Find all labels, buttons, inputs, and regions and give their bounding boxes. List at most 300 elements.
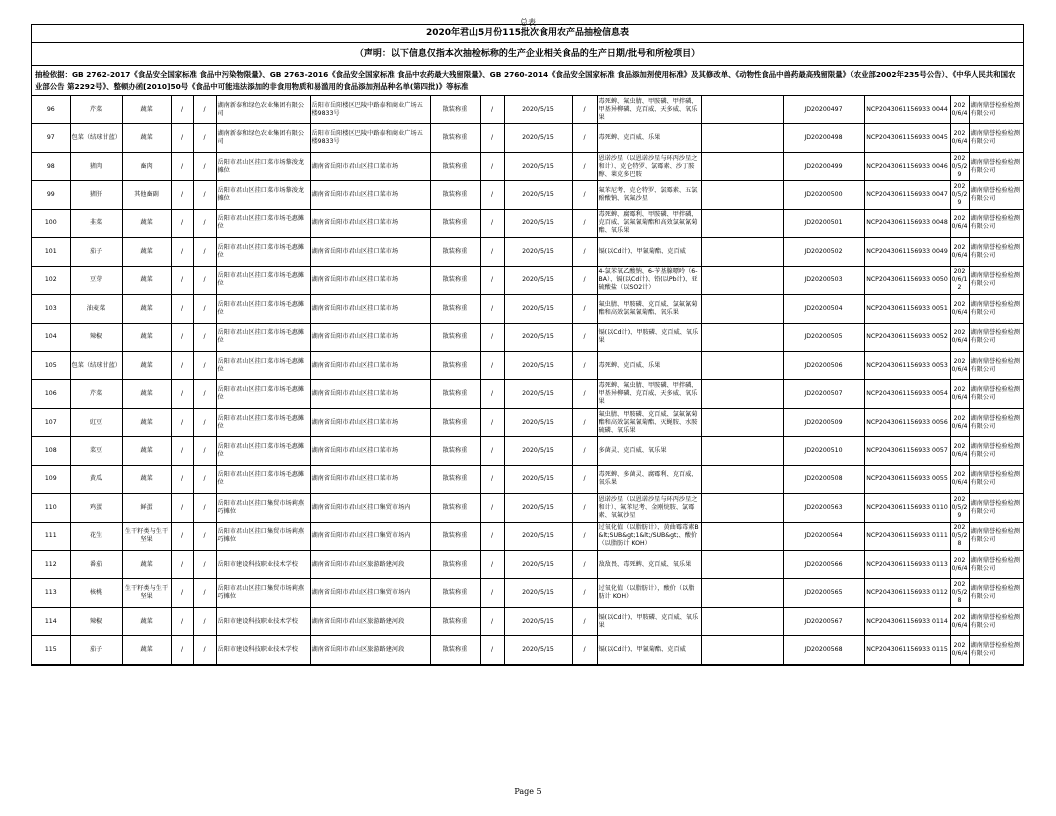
product-category: 蔬菜: [122, 295, 171, 323]
product-category: 蔬菜: [122, 124, 171, 152]
inspection-basis: 抽检依据：GB 2762-2017《食品安全国家标准 食品中污染物限量》、GB 2763-2016《食品安全国家标准 食品中农药最大残留限量》、GB 2760-2014《食品安全国家标准 食品添加剂使用标准》及其修改单、《动物性食品中兽药最高残留限量》（农业部2002年235号公告）、《中华人民共和国农业部公告 第2292号》、整顿办函[2010]50号《食品中可能违法添加的非食用物质和易滥用的食品添加剂品种名单(第四批)》等标准: [32, 66, 1023, 96]
production-date: 2020/5/15: [504, 351, 572, 379]
specification: /: [171, 551, 193, 579]
blank-mark: /: [572, 437, 597, 465]
table-row: [32, 408, 1023, 436]
row-number: 109: [32, 465, 70, 493]
producer: 湖南新泰和绿色农业集团有限公司: [216, 96, 310, 124]
blank-cell: [701, 152, 783, 180]
report-date: 2020/6/4: [950, 607, 969, 635]
report-number: NCP2043061156933 0047: [864, 181, 950, 209]
row-number: 111: [32, 522, 70, 550]
packaging: 散装称重: [430, 607, 480, 635]
test-items: 过氧化值（以脂肪计）、黄曲霉毒素B&lt;SUB&gt;1&lt;/SUB&gt;、酸价（以脂肪计 KOH）: [597, 522, 701, 550]
blank-cell: [701, 323, 783, 351]
production-date: 2020/5/15: [504, 323, 572, 351]
producer: 岳阳市君山区挂口菜市场毛惠摊位: [216, 323, 310, 351]
brand: /: [193, 351, 216, 379]
testing-agency: 湖南鼎誉检验检测有限公司: [969, 522, 1023, 550]
production-date: 2020/5/15: [504, 266, 572, 294]
report-date: 2020/6/4: [950, 323, 969, 351]
table-row: [32, 124, 1023, 152]
production-date: 2020/5/15: [504, 152, 572, 180]
production-date: 2020/5/15: [504, 437, 572, 465]
product-name: 芹菜: [70, 380, 122, 408]
producer: 岳阳市君山区挂口集贸市场莉燕巧摊位: [216, 522, 310, 550]
product-name: 猪肝: [70, 181, 122, 209]
specification: /: [171, 295, 193, 323]
producer: 湖南新泰和绿色农业集团有限公司: [216, 124, 310, 152]
table-row: [32, 96, 1023, 124]
specification: /: [171, 238, 193, 266]
packaging: 散装称重: [430, 408, 480, 436]
specification: /: [171, 266, 193, 294]
specification: /: [171, 636, 193, 664]
producer-address: 湖南省岳阳市君山区挂口菜市场: [310, 408, 430, 436]
testing-agency: 湖南鼎誉检验检测有限公司: [969, 437, 1023, 465]
production-date: 2020/5/15: [504, 209, 572, 237]
report-date: 2020/5/28: [950, 522, 969, 550]
brand: /: [193, 96, 216, 124]
specification: /: [171, 607, 193, 635]
brand: /: [193, 295, 216, 323]
test-items: 毒死蜱、克百威、乐果: [597, 124, 701, 152]
product-category: 蔬菜: [122, 465, 171, 493]
blank-cell: [701, 494, 783, 522]
batch: /: [480, 152, 504, 180]
product-name: 黄瓜: [70, 465, 122, 493]
producer-address: 湖南省岳阳市君山区挂口集贸市场内: [310, 522, 430, 550]
document-frame: [31, 24, 1024, 666]
testing-agency: 湖南鼎誉检验检测有限公司: [969, 152, 1023, 180]
batch: /: [480, 266, 504, 294]
blank-cell: [701, 181, 783, 209]
row-number: 106: [32, 380, 70, 408]
sample-id: JD20200563: [783, 494, 864, 522]
producer: 岳阳市君山区挂口菜市场毛惠摊位: [216, 437, 310, 465]
blank-mark: /: [572, 607, 597, 635]
declaration: （声明：以下信息仅指本次抽检标称的生产企业相关食品的生产日期/批号和所检项目）: [32, 43, 1023, 66]
packaging: 散装称重: [430, 551, 480, 579]
product-category: 畜肉: [122, 152, 171, 180]
product-category: 蔬菜: [122, 551, 171, 579]
batch: /: [480, 323, 504, 351]
test-items: 多菌灵、克百威、氧乐果: [597, 437, 701, 465]
testing-agency: 湖南鼎誉检验检测有限公司: [969, 408, 1023, 436]
packaging: 散装称重: [430, 380, 480, 408]
packaging: 散装称重: [430, 209, 480, 237]
test-items: 氟虫腈、甲胺磷、克百威、氯氟氰菊酯和高效氯氟氰菊酯、氧乐果: [597, 295, 701, 323]
product-name: 茄子: [70, 636, 122, 664]
brand: /: [193, 266, 216, 294]
row-number: 110: [32, 494, 70, 522]
table-row: [32, 522, 1023, 550]
brand: /: [193, 238, 216, 266]
producer-address: 湖南省岳阳市君山区挂口菜市场: [310, 266, 430, 294]
row-number: 105: [32, 351, 70, 379]
product-category: 生干籽类与生干坚果: [122, 579, 171, 607]
report-date: 2020/6/4: [950, 96, 969, 124]
product-name: 辣椒: [70, 323, 122, 351]
report-date: 2020/6/4: [950, 636, 969, 664]
row-number: 107: [32, 408, 70, 436]
producer: 岳阳市君山区挂口菜市场毛惠摊位: [216, 465, 310, 493]
table-row: [32, 494, 1023, 522]
brand: /: [193, 579, 216, 607]
blank-mark: /: [572, 181, 597, 209]
report-number: NCP2043061156933 0111: [864, 522, 950, 550]
product-name: 辣椒: [70, 607, 122, 635]
test-items: 毒死蜱、克百威、乐果: [597, 351, 701, 379]
testing-agency: 湖南鼎誉检验检测有限公司: [969, 323, 1023, 351]
report-number: NCP2043061156933 0049: [864, 238, 950, 266]
document-title: 2020年君山5月份115批次食用农产品抽检信息表: [32, 25, 1023, 43]
brand: /: [193, 494, 216, 522]
product-category: 鲜蛋: [122, 494, 171, 522]
blank-cell: [701, 607, 783, 635]
sample-id: JD20200564: [783, 522, 864, 550]
product-name: 包菜（结球甘蓝）: [70, 351, 122, 379]
blank-mark: /: [572, 238, 597, 266]
producer-address: 湖南省岳阳市君山区旅游路建河段: [310, 607, 430, 635]
table-row: [32, 607, 1023, 635]
product-category: 生干籽类与生干坚果: [122, 522, 171, 550]
production-date: 2020/5/15: [504, 181, 572, 209]
production-date: 2020/5/15: [504, 96, 572, 124]
producer: 岳阳市建设科技职业技术学校: [216, 636, 310, 664]
table-row: [32, 238, 1023, 266]
row-number: 98: [32, 152, 70, 180]
blank-mark: /: [572, 266, 597, 294]
sample-id: JD20200507: [783, 380, 864, 408]
test-items: 毒死蜱、腐霉利、甲胺磷、甲拌磷、克百威、氯氟氰菊酯和高效氯氟氰菊酯、氧乐果: [597, 209, 701, 237]
blank-cell: [701, 124, 783, 152]
production-date: 2020/5/15: [504, 295, 572, 323]
packaging: 散装称重: [430, 96, 480, 124]
report-date: 2020/5/28: [950, 579, 969, 607]
row-number: 96: [32, 96, 70, 124]
brand: /: [193, 607, 216, 635]
brand: /: [193, 181, 216, 209]
blank-mark: /: [572, 636, 597, 664]
sample-id: JD20200499: [783, 152, 864, 180]
blank-cell: [701, 295, 783, 323]
specification: /: [171, 494, 193, 522]
product-name: 鸡蛋: [70, 494, 122, 522]
producer-address: 湖南省岳阳市君山区挂口菜市场: [310, 295, 430, 323]
report-number: NCP2043061156933 0114: [864, 607, 950, 635]
brand: /: [193, 465, 216, 493]
blank-cell: [701, 636, 783, 664]
sample-id: JD20200566: [783, 551, 864, 579]
blank-cell: [701, 437, 783, 465]
blank-cell: [701, 96, 783, 124]
sample-id: JD20200567: [783, 607, 864, 635]
blank-mark: /: [572, 295, 597, 323]
producer-address: 湖南省岳阳市君山区旅游路建河段: [310, 551, 430, 579]
batch: /: [480, 494, 504, 522]
specification: /: [171, 579, 193, 607]
packaging: 散装称重: [430, 465, 480, 493]
sample-id: JD20200497: [783, 96, 864, 124]
batch: /: [480, 465, 504, 493]
product-category: 蔬菜: [122, 323, 171, 351]
report-number: NCP2043061156933 0046: [864, 152, 950, 180]
producer-address: 湖南省岳阳市君山区挂口菜市场: [310, 380, 430, 408]
test-items: 镉(以Cd计)、甲胺磷、克百威、氧乐果: [597, 607, 701, 635]
table-row: [32, 323, 1023, 351]
row-number: 113: [32, 579, 70, 607]
row-number: 108: [32, 437, 70, 465]
sample-id: JD20200505: [783, 323, 864, 351]
brand: /: [193, 124, 216, 152]
row-number: 112: [32, 551, 70, 579]
table-row: [32, 579, 1023, 607]
producer-address: 湖南省岳阳市君山区挂口菜市场: [310, 437, 430, 465]
row-number: 114: [32, 607, 70, 635]
specification: /: [171, 209, 193, 237]
production-date: 2020/5/15: [504, 380, 572, 408]
specification: /: [171, 323, 193, 351]
test-items: 恩诺沙星（以恩诺沙星与环丙沙星之和计）、克仑特罗、氯霉素、沙丁胺醇、莱克多巴胺: [597, 152, 701, 180]
blank-mark: /: [572, 152, 597, 180]
producer: 岳阳市君山区挂口菜市场毛惠摊位: [216, 266, 310, 294]
batch: /: [480, 551, 504, 579]
specification: /: [171, 380, 193, 408]
brand: /: [193, 408, 216, 436]
brand: /: [193, 380, 216, 408]
report-number: NCP2043061156933 0110: [864, 494, 950, 522]
table-row: [32, 152, 1023, 180]
test-items: 毒死蜱、氟虫腈、甲胺磷、甲拌磷、甲基异柳磷、克百威、天多威、氧乐果: [597, 96, 701, 124]
producer-address: 湖南省岳阳市君山区挂口集贸市场内: [310, 579, 430, 607]
report-date: 2020/6/4: [950, 380, 969, 408]
testing-agency: 湖南鼎誉检验检测有限公司: [969, 636, 1023, 664]
report-date: 2020/6/4: [950, 209, 969, 237]
batch: /: [480, 607, 504, 635]
production-date: 2020/5/15: [504, 636, 572, 664]
production-date: 2020/5/15: [504, 238, 572, 266]
product-category: 蔬菜: [122, 209, 171, 237]
table-row: [32, 181, 1023, 209]
product-category: 蔬菜: [122, 437, 171, 465]
batch: /: [480, 209, 504, 237]
product-category: 蔬菜: [122, 380, 171, 408]
producer-address: 湖南省岳阳市君山区挂口菜市场: [310, 238, 430, 266]
producer: 岳阳市君山区挂口菜市场毛惠摊位: [216, 209, 310, 237]
product-name: 芹菜: [70, 96, 122, 124]
product-category: 蔬菜: [122, 636, 171, 664]
product-category: 蔬菜: [122, 96, 171, 124]
brand: /: [193, 522, 216, 550]
test-items: 毒死蜱、多菌灵、腐霉利、克百威、氧乐果: [597, 465, 701, 493]
product-name: 豇豆: [70, 408, 122, 436]
test-items: 4-氯苯氧乙酸钠、6-苄基腺嘌呤（6-BA）、镉(以Cd计)、铅(以Pb计)、亚硫酸盐（以SO2计）: [597, 266, 701, 294]
sample-id: JD20200502: [783, 238, 864, 266]
product-name: 花生: [70, 522, 122, 550]
batch: /: [480, 124, 504, 152]
batch: /: [480, 96, 504, 124]
report-date: 2020/5/29: [950, 494, 969, 522]
batch: /: [480, 522, 504, 550]
producer: 岳阳市君山区挂口菜市场黎浚龙摊位: [216, 152, 310, 180]
producer-address: 湖南省岳阳市君山区挂口集贸市场内: [310, 494, 430, 522]
report-number: NCP2043061156933 0054: [864, 380, 950, 408]
packaging: 散装称重: [430, 266, 480, 294]
batch: /: [480, 351, 504, 379]
report-number: NCP2043061156933 0048: [864, 209, 950, 237]
packaging: 散装称重: [430, 181, 480, 209]
test-items: 镉(以Cd计)、甲胺磷、克百威、氧乐果: [597, 323, 701, 351]
batch: /: [480, 181, 504, 209]
batch: /: [480, 295, 504, 323]
blank-cell: [701, 209, 783, 237]
table-row: [32, 295, 1023, 323]
report-number: NCP2043061156933 0113: [864, 551, 950, 579]
report-number: NCP2043061156933 0044: [864, 96, 950, 124]
producer-address: 岳阳市岳阳楼区巴陵中路泰和商业广场五楼9833号: [310, 96, 430, 124]
specification: /: [171, 152, 193, 180]
blank-mark: /: [572, 494, 597, 522]
specification: /: [171, 124, 193, 152]
testing-agency: 湖南鼎誉检验检测有限公司: [969, 351, 1023, 379]
specification: /: [171, 351, 193, 379]
sample-id: JD20200506: [783, 351, 864, 379]
producer: 岳阳市君山区挂口菜市场毛惠摊位: [216, 238, 310, 266]
testing-agency: 湖南鼎誉检验检测有限公司: [969, 380, 1023, 408]
testing-agency: 湖南鼎誉检验检测有限公司: [969, 96, 1023, 124]
batch: /: [480, 579, 504, 607]
packaging: 散装称重: [430, 323, 480, 351]
testing-agency: 湖南鼎誉检验检测有限公司: [969, 238, 1023, 266]
brand: /: [193, 551, 216, 579]
product-name: 茄子: [70, 238, 122, 266]
product-name: 韭菜: [70, 209, 122, 237]
report-number: NCP2043061156933 0052: [864, 323, 950, 351]
test-items: 过氧化值（以脂肪计），酸价（以脂肪计 KOH）: [597, 579, 701, 607]
producer: 岳阳市君山区挂口菜市场毛惠摊位: [216, 295, 310, 323]
table-row: [32, 437, 1023, 465]
blank-cell: [701, 266, 783, 294]
table-row: [32, 351, 1023, 379]
testing-agency: 湖南鼎誉检验检测有限公司: [969, 494, 1023, 522]
production-date: 2020/5/15: [504, 551, 572, 579]
brand: /: [193, 152, 216, 180]
table-row: [32, 209, 1023, 237]
report-date: 2020/6/4: [950, 465, 969, 493]
product-category: 其他畜副: [122, 181, 171, 209]
producer: 岳阳市建设科技职业技术学校: [216, 607, 310, 635]
producer-address: 湖南省岳阳市君山区挂口菜市场: [310, 181, 430, 209]
batch: /: [480, 636, 504, 664]
product-name: 番茄: [70, 551, 122, 579]
blank-cell: [701, 522, 783, 550]
packaging: 散装称重: [430, 522, 480, 550]
producer-address: 湖南省岳阳市君山区挂口菜市场: [310, 323, 430, 351]
table-row: [32, 465, 1023, 493]
testing-agency: 湖南鼎誉检验检测有限公司: [969, 579, 1023, 607]
blank-cell: [701, 465, 783, 493]
test-items: 恩诺沙星（以恩诺沙星与环丙沙星之和计）、氟苯尼考、金刚烷胺、氯霉素、氧氟沙星: [597, 494, 701, 522]
batch: /: [480, 408, 504, 436]
batch: /: [480, 380, 504, 408]
test-items: 毒死蜱、氟虫腈、甲胺磷、甲拌磷、甲基异柳磷、克百威、天多威、氧乐果: [597, 380, 701, 408]
report-number: NCP2043061156933 0112: [864, 579, 950, 607]
producer-address: 湖南省岳阳市君山区挂口菜市场: [310, 152, 430, 180]
blank-mark: /: [572, 124, 597, 152]
blank-cell: [701, 380, 783, 408]
producer: 岳阳市君山区挂口集贸市场莉燕巧摊位: [216, 579, 310, 607]
batch: /: [480, 437, 504, 465]
packaging: 散装称重: [430, 494, 480, 522]
brand: /: [193, 323, 216, 351]
report-number: NCP2043061156933 0045: [864, 124, 950, 152]
row-number: 99: [32, 181, 70, 209]
packaging: 散装称重: [430, 295, 480, 323]
packaging: 散装称重: [430, 152, 480, 180]
packaging: 散装称重: [430, 636, 480, 664]
row-number: 101: [32, 238, 70, 266]
row-number: 104: [32, 323, 70, 351]
product-name: 豆芽: [70, 266, 122, 294]
report-date: 2020/6/4: [950, 351, 969, 379]
product-category: 蔬菜: [122, 351, 171, 379]
production-date: 2020/5/15: [504, 465, 572, 493]
test-items: 镉(以Cd计)、甲氰菊酯、克百威: [597, 636, 701, 664]
report-number: NCP2043061156933 0115: [864, 636, 950, 664]
product-name: 核桃: [70, 579, 122, 607]
blank-mark: /: [572, 522, 597, 550]
test-items: 敌敌畏、毒死蜱、克百威、氧乐果: [597, 551, 701, 579]
product-name: 油麦菜: [70, 295, 122, 323]
packaging: 散装称重: [430, 124, 480, 152]
sheet-tag: 总表: [520, 18, 536, 27]
production-date: 2020/5/15: [504, 408, 572, 436]
product-name: 包菜（结球甘蓝）: [70, 124, 122, 152]
specification: /: [171, 437, 193, 465]
production-date: 2020/5/15: [504, 579, 572, 607]
testing-agency: 湖南鼎誉检验检测有限公司: [969, 209, 1023, 237]
specification: /: [171, 465, 193, 493]
producer: 岳阳市君山区挂口集贸市场莉燕巧摊位: [216, 494, 310, 522]
blank-mark: /: [572, 465, 597, 493]
product-category: 蔬菜: [122, 238, 171, 266]
specification: /: [171, 522, 193, 550]
table-row: [32, 636, 1023, 664]
sample-id: JD20200565: [783, 579, 864, 607]
production-date: 2020/5/15: [504, 522, 572, 550]
report-date: 2020/6/4: [950, 295, 969, 323]
producer: 岳阳市君山区挂口菜市场黎浚龙摊位: [216, 181, 310, 209]
testing-agency: 湖南鼎誉检验检测有限公司: [969, 124, 1023, 152]
sample-id: JD20200501: [783, 209, 864, 237]
testing-agency: 湖南鼎誉检验检测有限公司: [969, 607, 1023, 635]
producer-address: 湖南省岳阳市君山区挂口菜市场: [310, 209, 430, 237]
packaging: 散装称重: [430, 579, 480, 607]
packaging: 散装称重: [430, 351, 480, 379]
blank-cell: [701, 351, 783, 379]
row-number: 115: [32, 636, 70, 664]
report-date: 2020/6/4: [950, 238, 969, 266]
sample-id: JD20200510: [783, 437, 864, 465]
sample-id: JD20200500: [783, 181, 864, 209]
report-date: 2020/5/29: [950, 152, 969, 180]
report-number: NCP2043061156933 0051: [864, 295, 950, 323]
production-date: 2020/5/15: [504, 124, 572, 152]
report-date: 2020/5/29: [950, 181, 969, 209]
sample-id: JD20200504: [783, 295, 864, 323]
report-date: 2020/6/4: [950, 437, 969, 465]
